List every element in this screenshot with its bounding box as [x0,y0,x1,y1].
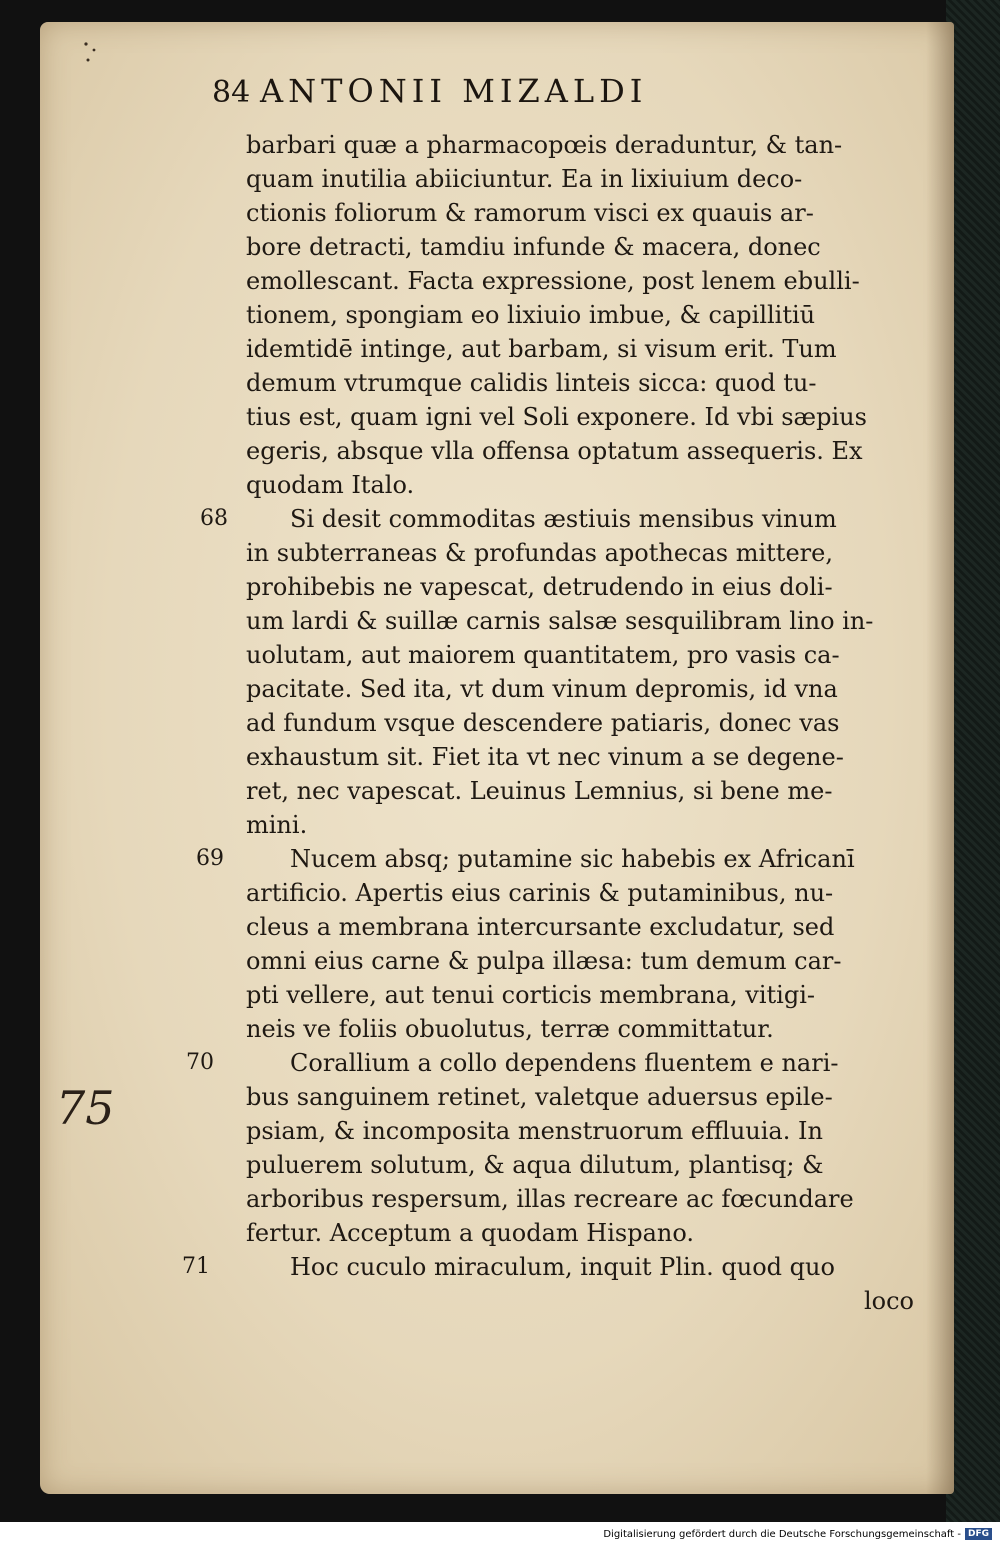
text-line: ad fundum vsque descendere patiaris, donec vas [246,709,840,737]
dfg-logo: DFG [965,1528,992,1540]
section-number: 69 [196,846,224,871]
text-line: cleus a membrana intercursante excludatur, sed [246,913,835,941]
text-line: ret, nec vapescat. Leuinus Lemnius, si bene me- [246,777,833,805]
text-line: psiam, & incomposita menstruorum effluuia. In [246,1117,823,1145]
text-line: exhaustum sit. Fiet ita vt nec vinum a se degene- [246,743,844,771]
text-line: pti vellere, aut tenui corticis membrana, vitigi- [246,981,816,1009]
text-line: idemtidē intinge, aut barbam, si visum erit. Tum [246,335,837,363]
handwritten-note-text: 75 [56,1081,115,1135]
text-line: ctionis foliorum & ramorum visci ex quauis ar- [246,199,814,227]
text-line: prohibebis ne vapescat, detrudendo in eius doli- [246,573,833,601]
attribution-text: Digitalisierung gefördert durch die Deutsche Forschungsgemeinschaft - [603,1528,961,1540]
text-line: mini. [246,811,308,839]
text-line: demum vtrumque calidis linteis sicca: quod tu- [246,369,817,397]
attribution [603,1528,992,1540]
section-number: 71 [182,1254,210,1279]
text-line: uolutam, aut maiorem quantitatem, pro vasis ca- [246,641,840,669]
section-number: 70 [186,1050,214,1075]
text-line: tionem, spongiam eo lixiuio imbue, & capillitiū [246,301,816,329]
text-line: barbari quæ a pharmacopœis deraduntur, & tan- [246,131,843,159]
text-line: puluerem solutum, & aqua dilutum, plantisq; & [246,1151,824,1179]
text-line: Hoc cuculo miraculum, inquit Plin. quod quo [290,1253,835,1281]
text-line: um lardi & suillæ carnis salsæ sesquilibram lino in- [246,607,874,635]
text-line: in subterraneas & profundas apothecas mittere, [246,539,833,567]
ink-dots [80,38,104,68]
text-line: bus sanguinem retinet, valetque aduersus epile- [246,1083,833,1111]
text-line: arboribus respersum, illas recreare ac fœcundare [246,1185,854,1213]
body-text [246,128,914,1318]
text-line: pacitate. Sed ita, vt dum vinum depromis, id vna [246,675,838,703]
page-number: 84 [212,75,251,110]
text-line: Si desit commoditas æstiuis mensibus vinum [290,505,837,533]
text-line: Corallium a collo dependens fluentem e nari- [290,1049,839,1077]
text-line: Nucem absq; putamine sic habebis ex Africanī [290,845,855,873]
running-head: ANTONII MIZALDI [260,72,648,110]
text-line: bore detracti, tamdiu infunde & macera, donec [246,233,821,261]
page-header [212,72,832,110]
section-number: 68 [200,506,228,531]
text-line: quam inutilia abiiciuntur. Ea in lixiuium deco- [246,165,803,193]
binding-cloth [946,0,1000,1522]
text-line: tius est, quam igni vel Soli exponere. Id vbi sæpius [246,403,867,431]
text-line: egeris, absque vlla offensa optatum assequeris. Ex [246,437,863,465]
handwritten-note [52,1072,122,1142]
spine-shadow [926,22,954,1494]
text-line: neis ve foliis obuolutus, terræ committatur. [246,1015,774,1043]
catchword: loco [863,1287,914,1315]
text-line: fertur. Acceptum a quodam Hispano. [246,1219,694,1247]
text-line: artificio. Apertis eius carinis & putaminibus, nu- [246,879,834,907]
text-line: emollescant. Facta expressione, post lenem ebulli- [246,267,860,295]
text-line: quodam Italo. [246,471,415,499]
text-line: omni eius carne & pulpa illæsa: tum demum car- [246,947,842,975]
